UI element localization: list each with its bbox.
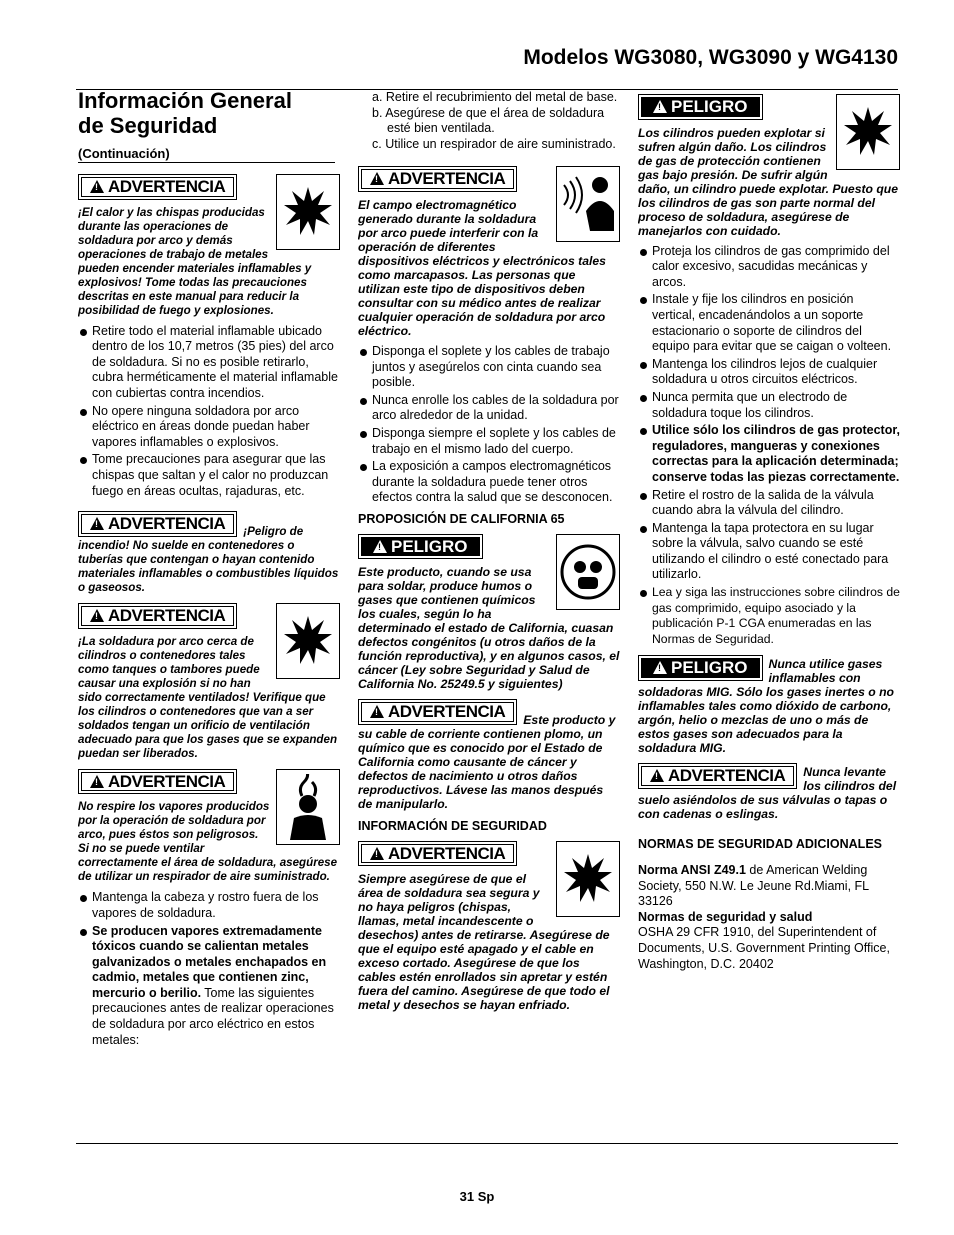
danger-cylinders <box>638 94 900 238</box>
additional-standards-heading: NORMAS DE SEGURIDAD ADICIONALES <box>638 837 882 852</box>
warning-text: Nunca levante los cilindros del suelo asiéndolos de sus válvulas o tapas o con cadenas o eslingas. <box>638 765 897 822</box>
warning-text: No respire los vapores producidos por la operación de soldadura por arco, pues éstos son peligrosos. Si no se puede ventilar correctamente el área de soldadura, asegúrese de utilizar un respirador de aire suministrado. <box>78 800 338 884</box>
explosion-icon <box>556 841 620 917</box>
list-item: Disponga el soplete y los cables de trabajo juntos y asegúrelos con cinta cuando sea posible. <box>358 344 620 391</box>
column-1 <box>78 174 340 1050</box>
explosion-icon <box>276 174 340 250</box>
list-item: No opere ninguna soldadora por arco eléctrico en áreas donde puedan haber vapores inflamables o explosivos. <box>78 404 340 451</box>
list-item: Mantenga la cabeza y rostro fuera de los vapores de soldadura. <box>78 890 340 921</box>
list-item: Instale y fije los cilindros en posición vertical, encadenándolos a un soporte estacionario o soporte de cilindros del equipo para evitar que se caigan o volteen. <box>638 292 900 354</box>
alpha-list <box>358 90 620 152</box>
explosion-icon <box>836 94 900 170</box>
section-title-line2: de Seguridad <box>78 113 218 138</box>
warning-text: El campo electromagnético generado durante la soldadura por arco puede interferir con la operación de diferentes dispositivos eléctricos y electrónicos tales como marcapasos. Las personas que utilizan este tipo de dispositivos deben consultar con su médico antes de realizar cualquier operación de soldadura por arco eléctrico. <box>358 197 606 338</box>
advertencia-label: ! ADVERTENCIA <box>78 603 237 629</box>
advertencia-label: ! ADVERTENCIA <box>78 174 237 200</box>
page-header <box>76 44 898 90</box>
respirator-icon <box>556 534 620 610</box>
section-title-line1: Información General <box>78 88 292 113</box>
danger-text: Este producto, cuando se usa para soldar, produce humos o gases que contienen químicos los cuales, según lo ha determinado el estado de California, cuasan defectos congénitos (u otros daños de la función reproductiva), y en algunos casos, el cáncer (Ley sobre Seguridad y Salud de California No. 25249.5 y siguientes) <box>358 565 620 692</box>
advertencia-label: ! ADVERTENCIA <box>78 769 237 795</box>
peligro-label: ! PELIGRO <box>638 94 763 120</box>
bullet-list <box>358 344 620 506</box>
osha-heading: Normas de seguridad y salud <box>638 909 813 924</box>
list-item: Retire el rostro de la salida de la válvula cuando abra la válvula del cilindro. <box>638 488 900 519</box>
warning-text: Este producto y su cable de corriente contienen plomo, un químico que es conocido por el Estado de California como causante de cáncer y defectos de nacimiento u otros daños reproductivos. Lávese las manos después de manipularlo. <box>358 713 616 812</box>
warning-text: ¡El calor y las chispas producidas durante las operaciones de soldadura por arco y demás operaciones de trabajo de metales pueden encender materiales inflamables y explosivos! Tome todas las precauciones descritas en este manual para reducir la posibilidad de fuego y explosiones. <box>78 205 312 317</box>
bullet-list <box>638 244 900 648</box>
ansi-paragraph: Norma ANSI Z49.1 de American Welding Society, 550 N.W. Le Jeune Rd.Miami, FL 33126 <box>638 863 869 909</box>
list-item: Disponga siempre el soplete y los cables de trabajo en el mismo lado del cuerpo. <box>358 426 620 457</box>
list-item: a. Retire el recubrimiento del metal de base. <box>372 90 618 104</box>
list-item: Retire todo el material inflamable ubicado dentro de los 10,7 metros (35 pies) del arco de soldadura. Si no es posible retirarlo, cubra herméticamente el material inflamable con cubiertas contra incendios. <box>78 324 340 402</box>
list-item: La exposición a campos electromagnéticos durante la soldadura puede tener otros efectos contra la salud que se desconocen. <box>358 459 620 506</box>
advertencia-label: ! ADVERTENCIA <box>358 166 517 192</box>
advertencia-label: ! ADVERTENCIA <box>78 511 237 537</box>
danger-text: Los cilindros pueden explotar si sufren algún daño. Los cilindros de gas de protección contienen gas bajo presión. De sufrir algún daño, un cilindro puede explotar. Puesto que los cilindros de gas son parte normal del proceso de soldadura, asegúrese de manejarlos con cuidado. <box>638 125 899 238</box>
bullet-list <box>78 890 340 1048</box>
osha-paragraph: OSHA 29 CFR 1910, del Superintendent of Documents, U.S. Government Printing Office, Washington, D.C. 20402 <box>638 925 890 971</box>
warning-text: Siempre asegúrese de que el área de soldadura sea segura y no haya peligros (chispas, llamas, metal incandescente o desechos) antes de retirarse. Asegúrese de que el equipo esté apagado y el cable en exceso cortado. Asegúrese de que los cables estén enrollados sin apretar y estén fuera del camino. Asegúrese de que todo el metal y desechos se hayan enfriado. <box>358 872 610 1013</box>
warning-text: ¡La soldadura por arco cerca de cilindros o contenedores tales como tanques o tambores puede causar una explosión si no han sido correctamente ventilados! Verifique que los cilindros o contenedores que van a ser soldados tengan un orificio de ventilación adecuado para que los gases que se expanden puedan ser liberados. <box>78 634 338 760</box>
warning-fire <box>78 174 340 318</box>
emf-welder-icon <box>556 166 620 242</box>
list-item: Nunca permita que un electrodo de soldadura toque los cilindros. <box>638 390 900 421</box>
warning-lifting <box>638 763 900 821</box>
advertencia-label: ! ADVERTENCIA <box>638 763 797 789</box>
model-title: Modelos WG3080, WG3090 y WG4130 <box>523 46 898 69</box>
column-3 <box>638 94 900 972</box>
section-title <box>78 88 348 138</box>
danger-text: Nunca utilice gases inflamables con soldadoras MIG. Sólo los gases inertes o no inflamables tales como dióxido de carbono, argón, helio o mezclas de uno o más de estos gases son adecuados para la soldadura MIG. <box>638 657 894 756</box>
list-item: Mantenga la tapa protectora en su lugar sobre la válvula, salvo cuando se esté utilizando el cilindro o esté conectado para utilizarlo. <box>638 521 900 583</box>
page-number: 31 Sp <box>459 1189 495 1204</box>
danger-prop65 <box>358 534 620 692</box>
warning-lead <box>358 699 620 811</box>
footer-rule <box>76 1143 898 1144</box>
list-item: Se producen vapores extremadamente tóxicos cuando se calientan metales galvanizados o metales enchapados en cadmio, metales que contienen zinc, mercurio o berilio. Tome las siguientes precauciones antes de realizar operaciones de soldadura por arco eléctrico en estos metales: <box>78 924 340 1049</box>
fumes-person-icon <box>276 769 340 845</box>
warning-text: ¡Peligro de incendio! No suelde en contenedores o tuberías que contengan o hayan contenido materiales inflamables o combustibles líquidos o gaseosos. <box>78 525 339 595</box>
list-item: Mantenga los cilindros lejos de cualquier soldadura u otros circuitos eléctricos. <box>638 357 900 388</box>
list-item: Utilice sólo los cilindros de gas protector, reguladores, mangueras y conexiones correctas para la aplicación determinada; conserve todas las piezas correctamente. <box>638 423 900 485</box>
list-item: c. Utilice un respirador de aire suministrado. <box>372 136 616 151</box>
section-subtitle: (Continuación) <box>78 146 335 163</box>
list-item: Tome precauciones para asegurar que las chispas que saltan y el calor no produzcan fuego en áreas ocultas, rajaduras, etc. <box>78 452 340 499</box>
advertencia-label: ! ADVERTENCIA <box>358 699 517 725</box>
danger-mig-gases <box>638 655 900 755</box>
safety-info-heading: INFORMACIÓN DE SEGURIDAD <box>358 819 547 834</box>
bullet-list <box>78 324 340 500</box>
warning-emf <box>358 166 620 338</box>
advertencia-label: ! ADVERTENCIA <box>358 841 517 867</box>
peligro-label: ! PELIGRO <box>638 655 763 681</box>
warning-fumes <box>78 769 340 885</box>
warning-cylinders <box>78 603 340 761</box>
peligro-label: ! PELIGRO <box>358 534 483 560</box>
list-item: Nunca enrolle los cables de la soldadura por arco alrededor de la unidad. <box>358 393 620 424</box>
warning-area-safe <box>358 841 620 1013</box>
column-2 <box>358 90 620 1020</box>
prop65-heading: PROPOSICIÓN DE CALIFORNIA 65 <box>358 511 565 526</box>
warning-incendio <box>78 511 340 595</box>
list-item: Proteja los cilindros de gas comprimido del calor excesivo, sacudidas mecánicas y arcos. <box>638 244 900 291</box>
list-item: Lea y siga las instrucciones sobre cilindros de gas comprimido, equipo asociado y la publicación P-1 CGA enumeradas en las Normas de Seguridad. <box>638 585 900 647</box>
list-item: b. Asegúrese de que el área de soldadura esté bien ventilada. <box>372 105 605 136</box>
explosion-icon <box>276 603 340 679</box>
